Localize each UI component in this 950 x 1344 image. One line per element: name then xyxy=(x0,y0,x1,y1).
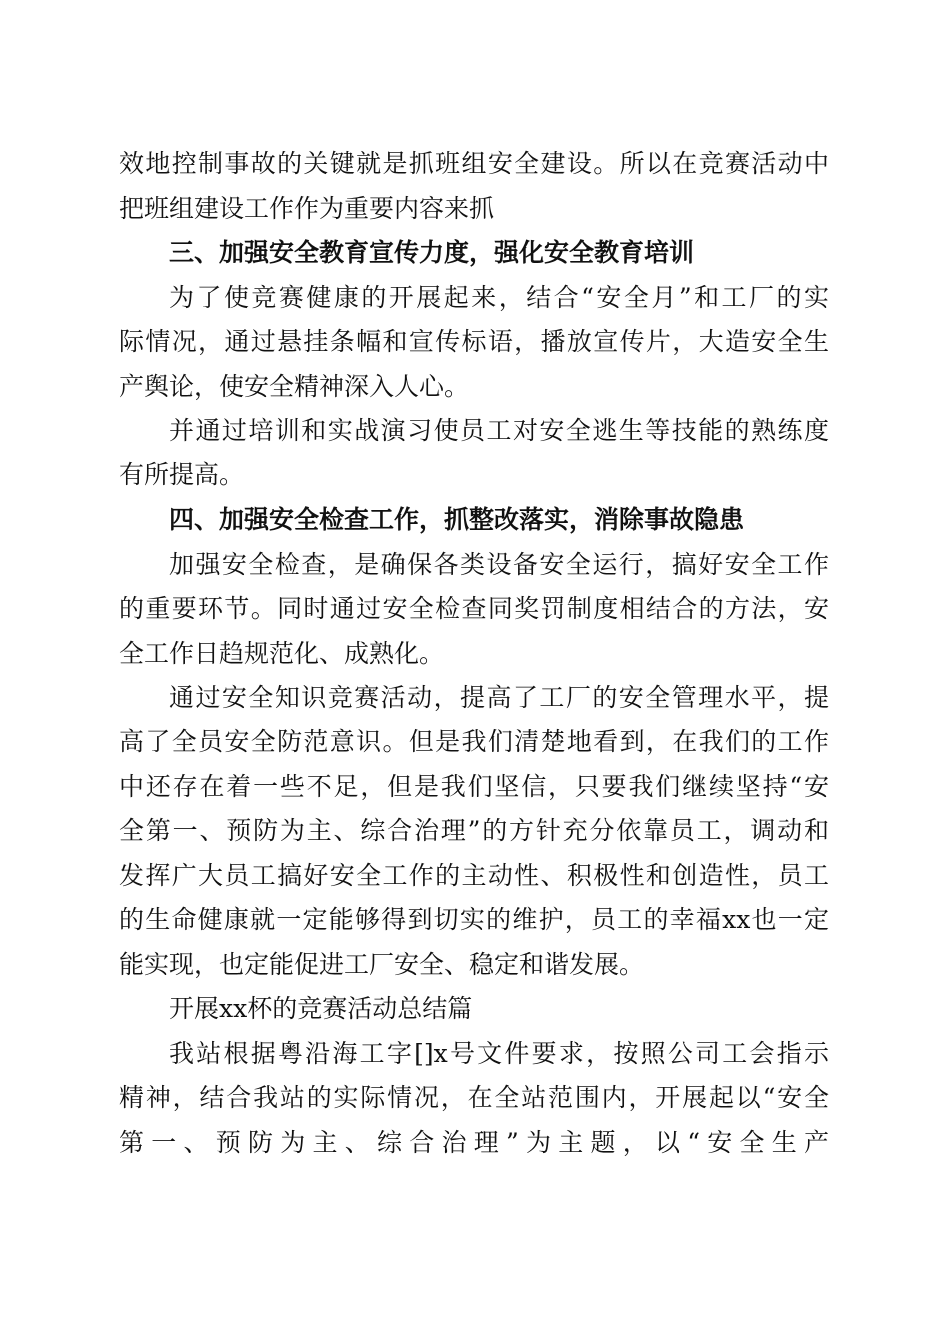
text-line-19: 能实现，也定能促进工厂安全、稳定和谐发展。 xyxy=(119,950,645,979)
section-heading-4: 四、加强安全检查工作，抓整改落实，消除事故隐患 xyxy=(169,505,745,534)
text-line-15: 中还存在着一些不足，但是我们坚信，只要我们继续坚持“安 xyxy=(119,772,829,801)
text-line-10: 加强安全检查，是确保各类设备安全运行，搞好安全工作 xyxy=(169,550,829,579)
text-line-18: 的生命健康就一定能够得到切实的维护，员工的幸福xx也一定 xyxy=(119,905,829,934)
text-line-6: 产舆论，使安全精神深入人心。 xyxy=(119,372,470,401)
text-line-7: 并通过培训和实战演习使员工对安全逃生等技能的熟练度 xyxy=(169,416,829,445)
text-line-12: 全工作日趋规范化、成熟化。 xyxy=(119,639,445,668)
text-line-11: 的重要环节。同时通过安全检查同奖罚制度相结合的方法，安 xyxy=(119,594,829,623)
text-line-21: 我站根据粤沿海工字[]x号文件要求，按照公司工会指示 xyxy=(169,1039,829,1068)
text-line-8: 有所提高。 xyxy=(119,460,245,489)
text-line-2: 把班组建设工作作为重要内容来抓 xyxy=(119,194,495,223)
text-line-5: 际情况，通过悬挂条幅和宣传标语，播放宣传片，大造安全生 xyxy=(119,327,829,356)
text-line-14: 高了全员安全防范意识。但是我们清楚地看到，在我们的工作 xyxy=(119,727,829,756)
text-line-23: 第一、预防为主、综合治理”为主题，以“安全生产 xyxy=(119,1128,829,1157)
text-line-17: 发挥广大员工搞好安全工作的主动性、积极性和创造性，员工 xyxy=(119,861,829,890)
text-line-22: 精神，结合我站的实际情况，在全站范围内，开展起以“安全 xyxy=(119,1083,829,1112)
text-line-1: 效地控制事故的关键就是抓班组安全建设。所以在竞赛活动中 xyxy=(119,149,829,178)
text-line-16: 全第一、预防为主、综合治理”的方针充分依靠员工，调动和 xyxy=(119,816,829,845)
article-title: 开展xx杯的竞赛活动总结篇 xyxy=(169,994,473,1023)
text-line-13: 通过安全知识竞赛活动，提高了工厂的安全管理水平，提 xyxy=(169,683,829,712)
section-heading-3: 三、加强安全教育宣传力度，强化安全教育培训 xyxy=(169,238,695,267)
text-line-4: 为了使竞赛健康的开展起来，结合“安全月”和工厂的实 xyxy=(169,283,829,312)
